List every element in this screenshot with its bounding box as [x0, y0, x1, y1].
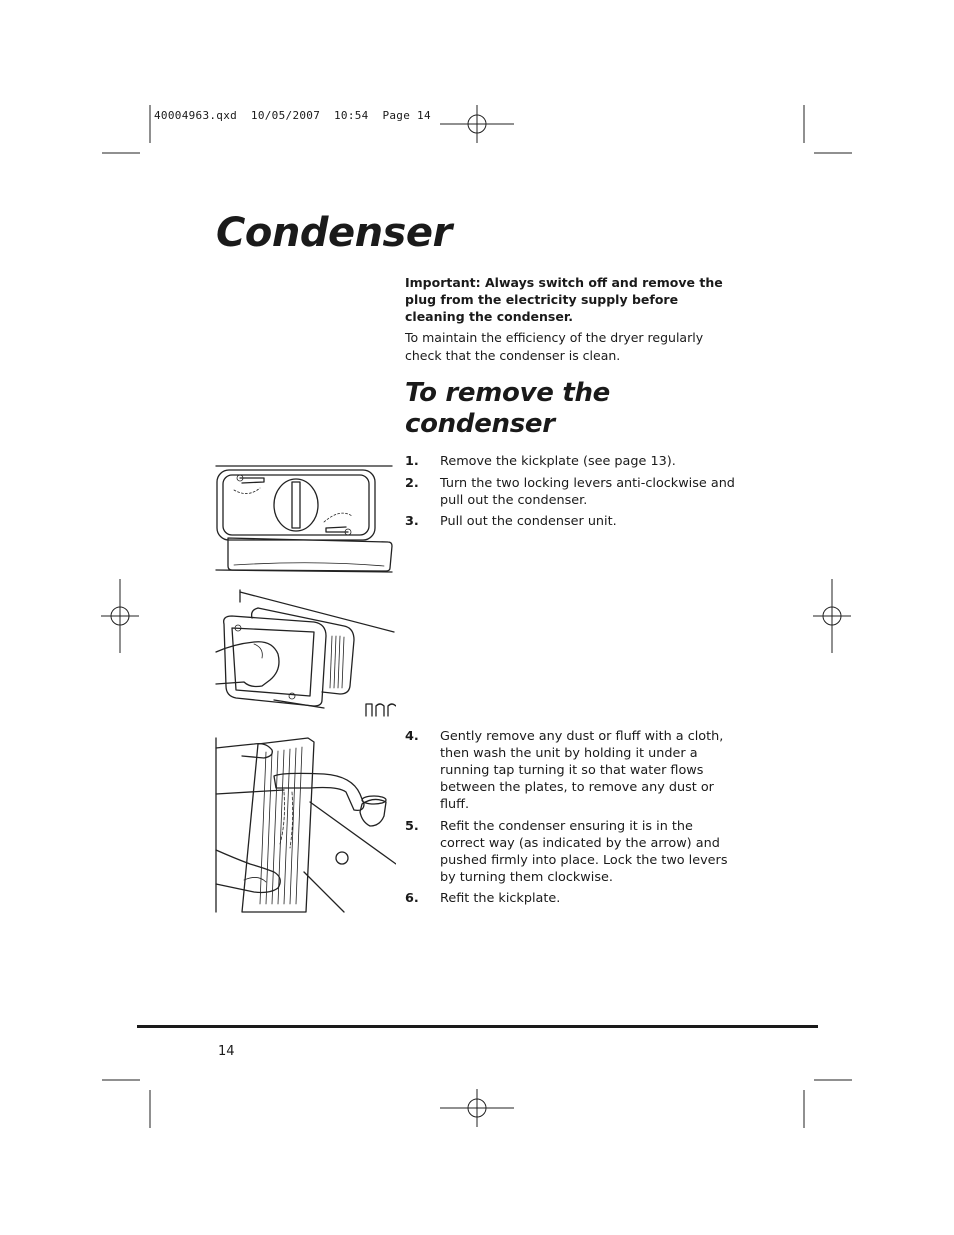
step-number: 6. — [405, 891, 419, 906]
page-title: Condenser — [216, 210, 452, 256]
steps-list-clean — [405, 728, 740, 912]
step-number: 3. — [405, 514, 419, 529]
step-number: 2. — [405, 475, 419, 491]
list-item — [405, 475, 740, 509]
steps-list-remove — [405, 453, 740, 535]
step-text: Refit the kickplate. — [440, 891, 561, 906]
step-number: 4. — [405, 729, 419, 744]
footer-rule — [137, 1025, 818, 1028]
intro-paragraph: To maintain the efficiency of the dryer regularly check that the condenser is clean. — [405, 330, 704, 363]
illustration-wash-condenser — [214, 732, 396, 914]
step-text: Pull out the condenser unit. — [440, 514, 617, 529]
registration-mark-top — [440, 105, 514, 143]
illustration-condenser-levers — [214, 460, 396, 574]
file-slug: 40004963.qxd 10/05/2007 10:54 Page 14 — [154, 109, 431, 122]
list-item — [405, 890, 740, 907]
step-number: 1. — [405, 454, 419, 469]
section-heading: To remove the condenser — [405, 378, 611, 439]
list-item — [405, 818, 740, 886]
important-notice: Important: Always switch off and remove the plug from the electricity supply before cleaning the condenser. — [405, 275, 723, 324]
illustration-pull-condenser — [214, 588, 396, 718]
registration-mark-left — [101, 579, 139, 653]
page-number: 14 — [218, 1044, 235, 1059]
step-text: Gently remove any dust or fluff with a cloth, then wash the unit by holding it under a running tap turning it so that water flows between the plates, to remove any dust or fluff. — [440, 729, 724, 812]
list-item — [405, 453, 740, 470]
step-text: Turn the two locking levers anti-clockwise and pull out the condenser. — [440, 475, 735, 508]
list-item — [405, 728, 740, 813]
step-text: Refit the condenser ensuring it is in the correct way (as indicated by the arrow) and pushed firmly into place. Lock the two levers by turning them clockwise. — [440, 818, 728, 885]
step-number: 5. — [405, 818, 419, 834]
registration-mark-right — [813, 579, 851, 653]
list-item — [405, 513, 740, 530]
step-text: Remove the kickplate (see page 13). — [440, 454, 676, 469]
registration-mark-bottom — [440, 1089, 514, 1127]
